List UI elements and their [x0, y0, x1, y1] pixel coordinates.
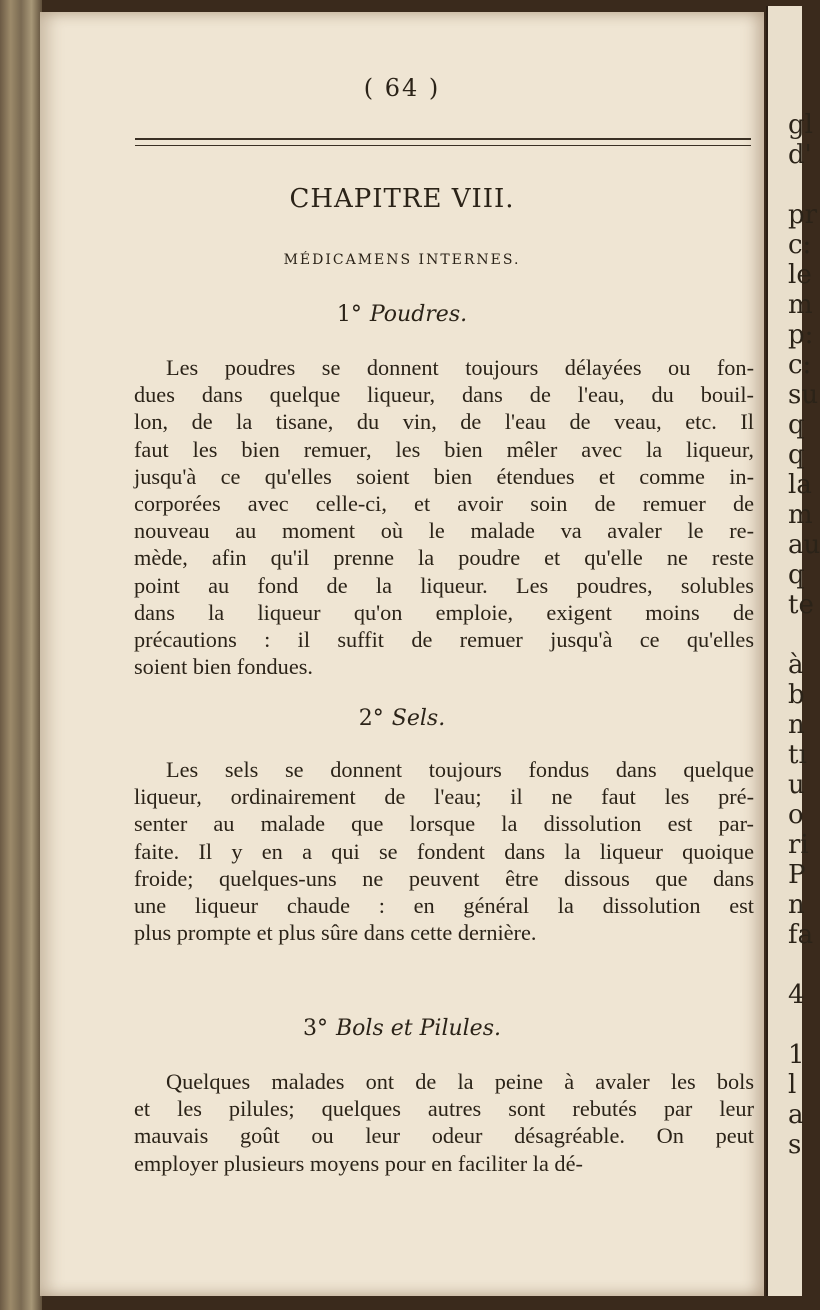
facing-page-fragment: d': [788, 140, 812, 170]
text-line: lon, de la tisane, du vin, de l'eau de veau, etc. Il: [134, 409, 754, 435]
facing-page-fragment: tı: [788, 740, 807, 770]
text-line: une liqueur chaude : en général la dissolution est: [134, 893, 754, 919]
text-line: plus prompte et plus sûre dans cette dernière.: [134, 920, 537, 946]
text-line: Les sels se donnent toujours fondus dans quelque: [166, 757, 754, 782]
text-line: point au fond de la liqueur. Les poudres, solubles: [134, 572, 754, 598]
section-heading-poudres: [40, 302, 764, 327]
text-line: nouveau au moment où le malade va avaler le re-: [134, 518, 754, 544]
section-heading-sels: [40, 706, 764, 731]
facing-page-fragment: ri: [788, 830, 809, 860]
facing-page-fragment: au: [788, 530, 820, 560]
section-number: 2°: [358, 706, 384, 731]
facing-page-edge: [766, 6, 820, 1296]
facing-page-fragment: [788, 1012, 820, 1042]
facing-page-fragment: c:: [788, 350, 812, 380]
text-line: mauvais goût ou leur odeur désagréable. On peut: [134, 1123, 754, 1149]
facing-page-fragment: 1: [788, 1040, 805, 1070]
facing-page-fragment: m: [788, 290, 813, 320]
paragraph-poudres: [134, 354, 754, 680]
facing-page-fragment: p:: [788, 320, 814, 350]
section-label: Sels.: [391, 706, 446, 731]
text-line: Quelques malades ont de la peine à avaler les bols: [166, 1069, 754, 1094]
facing-page-fragment: q: [788, 560, 805, 590]
header-rule: [135, 138, 751, 146]
facing-page-fragment: n: [788, 890, 805, 920]
facing-page-fragment: a: [788, 1100, 804, 1130]
facing-page-fragment: b: [788, 680, 805, 710]
text-line: corporées avec celle-ci, et avoir soin de remuer de: [134, 491, 754, 517]
facing-page-fragment: fa: [788, 920, 814, 950]
text-line: employer plusieurs moyens pour en faciliter la dé-: [134, 1150, 583, 1176]
text-line: froide; quelques-uns ne peuvent être dissous que dans: [134, 865, 754, 891]
facing-page-fragment: s: [788, 1130, 802, 1160]
book-page: [40, 12, 764, 1296]
text-line: précautions : il suffit de remuer jusqu'à ce qu'elles: [134, 627, 754, 653]
text-line: dans la liqueur qu'on emploie, exigent moins de: [134, 599, 754, 625]
facing-page-fragment: la: [788, 470, 812, 500]
facing-page-fragment: [788, 622, 820, 652]
chapter-subtitle: MÉDICAMENS INTERNES.: [283, 252, 521, 268]
facing-page-fragment: 4: [788, 980, 805, 1010]
facing-page-fragment: n: [788, 710, 805, 740]
facing-page-fragment: l: [788, 1070, 797, 1100]
facing-page-fragment: m: [788, 500, 813, 530]
facing-page-fragment: c:: [788, 230, 812, 260]
facing-page-fragment: [788, 952, 820, 982]
facing-page-fragment: o: [788, 800, 804, 830]
section-label: Bols et Pilules.: [336, 1016, 501, 1041]
chapter-title: CHAPITRE VIII.: [289, 184, 515, 214]
text-line: Les poudres se donnent toujours délayées ou fon-: [166, 355, 754, 380]
section-number: 3°: [303, 1016, 329, 1041]
facing-page-fragment: le: [788, 260, 812, 290]
text-line: senter au malade que lorsque la dissolution est par-: [134, 811, 754, 837]
facing-page-fragment: P: [788, 860, 806, 890]
paragraph-sels: [134, 756, 754, 946]
text-line: mède, afin qu'il prenne la poudre et qu'elle ne reste: [134, 545, 754, 571]
text-line: faite. Il y en a qui se fondent dans la liqueur quoique: [134, 838, 754, 864]
facing-page-fragment: pr: [788, 200, 818, 230]
facing-page-fragment: gl: [788, 110, 813, 140]
facing-page-fragment: q: [788, 440, 805, 470]
text-line: soient bien fondues.: [134, 654, 313, 680]
facing-page-fragment: su: [788, 380, 819, 410]
facing-page-fragment: q: [788, 410, 805, 440]
facing-page-fragment: à: [788, 650, 804, 680]
section-heading-bols-pilules: [40, 1016, 764, 1041]
page-number: ( 64 ): [363, 74, 441, 102]
book-binding: [0, 0, 42, 1310]
section-number: 1°: [336, 302, 362, 327]
facing-page-fragment: u: [788, 770, 805, 800]
facing-page-fragment: te: [788, 590, 814, 620]
section-label: Poudres.: [369, 302, 468, 327]
text-line: et les pilules; quelques autres sont rebutés par leur: [134, 1096, 754, 1122]
text-line: liqueur, ordinairement de l'eau; il ne faut les pré-: [134, 784, 754, 810]
text-line: faut les bien remuer, les bien mêler avec la liqueur,: [134, 436, 754, 462]
text-line: jusqu'à ce qu'elles soient bien étendues et comme in-: [134, 463, 754, 489]
paragraph-bols-pilules: [134, 1068, 754, 1177]
facing-page-text-fragments: [788, 112, 820, 1162]
text-line: dues dans quelque liqueur, dans de l'eau, du bouil-: [134, 382, 754, 408]
facing-page-fragment: [788, 172, 820, 202]
